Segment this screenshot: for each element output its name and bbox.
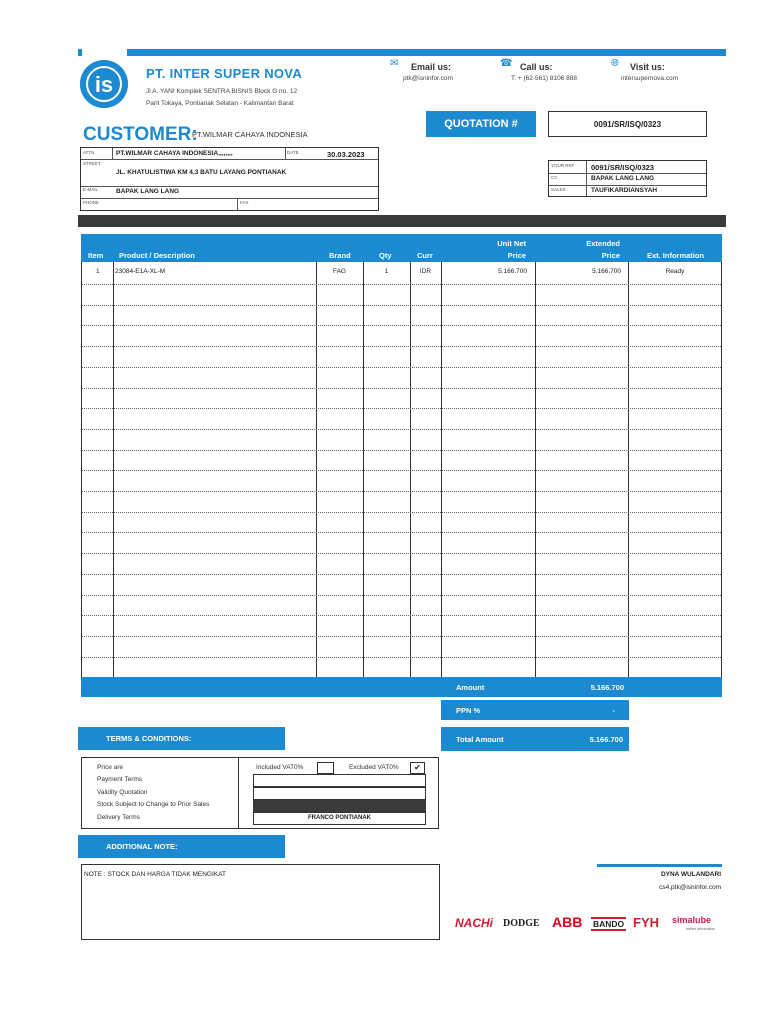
validity-label: Validity Quotation bbox=[97, 789, 148, 796]
table-row-separator bbox=[82, 615, 721, 616]
table-row-separator bbox=[82, 532, 721, 533]
brand-logo-dodge: DODGE bbox=[503, 918, 540, 929]
your-ref-label: YOUR REF bbox=[551, 163, 575, 168]
th-curr: Curr bbox=[417, 251, 433, 260]
cc-label: CC bbox=[551, 175, 558, 180]
table-row-separator bbox=[82, 346, 721, 347]
additional-note-header: ADDITIONAL NOTE: bbox=[78, 835, 285, 858]
customer-info-box bbox=[80, 147, 379, 211]
payment-terms-field[interactable] bbox=[253, 774, 426, 787]
included-vat-label: Included VAT0% bbox=[256, 764, 304, 771]
stock-label: Stock Subject to Change to Prior Sales bbox=[97, 801, 210, 808]
brand-logo-bando: BANDO bbox=[593, 919, 625, 929]
th-ext-price-1: Extended bbox=[586, 239, 620, 248]
payment-terms-label: Payment Terms bbox=[97, 776, 143, 783]
terms-header: TERMS & CONDITIONS: bbox=[78, 727, 285, 750]
th-item: Item bbox=[88, 251, 104, 260]
quotation-label: QUOTATION # bbox=[426, 111, 536, 137]
th-unit-price-2: Price bbox=[507, 251, 526, 260]
ppn-label: PPN % bbox=[456, 706, 481, 715]
company-name: PT. INTER SUPER NOVA bbox=[146, 66, 303, 81]
table-row-separator bbox=[82, 408, 721, 409]
excluded-vat-checkbox[interactable]: ✔ bbox=[410, 762, 425, 774]
customer-heading: CUSTOMER: bbox=[83, 124, 198, 145]
delivery-label: Delivery Terms bbox=[97, 814, 140, 821]
email-value[interactable]: ptk@isninfor.com bbox=[403, 75, 453, 82]
globe-icon: 🌐︎ bbox=[611, 58, 619, 69]
attn-label: ATTN bbox=[83, 150, 95, 155]
envelope-icon: ✉ bbox=[390, 58, 399, 69]
items-table-body bbox=[81, 262, 722, 677]
amount-row bbox=[81, 677, 722, 697]
validity-field[interactable] bbox=[253, 787, 426, 800]
header-accent-small bbox=[78, 49, 82, 56]
svg-text:is: is bbox=[94, 72, 114, 97]
email-field-label: E-MAIL bbox=[83, 187, 99, 192]
date-value: 30.03.2023 bbox=[327, 150, 365, 159]
customer-name-heading: PT.WILMAR CAHAYA INDONESIA bbox=[192, 130, 308, 139]
items-table-header bbox=[81, 234, 722, 262]
included-vat-checkbox[interactable] bbox=[317, 762, 334, 774]
quotation-number: 0091/SR/ISQ/0323 bbox=[548, 111, 707, 137]
cc-value: BAPAK LANG LANG bbox=[591, 175, 655, 182]
terms-box bbox=[81, 757, 439, 829]
phone-label: PHONE bbox=[83, 200, 100, 205]
company-address-line-1: Jl A. YANI Komplek SENTRA BISNIS Block G no. 12 bbox=[146, 88, 298, 95]
delivery-field[interactable]: FRANCO PONTIANAK bbox=[253, 812, 426, 825]
th-brand: Brand bbox=[329, 251, 351, 260]
row-1-unit-price: 5.166.700 bbox=[498, 268, 527, 275]
call-label: Call us: bbox=[520, 62, 553, 72]
email-field-value: BAPAK LANG LANG bbox=[116, 188, 180, 195]
date-label: DATE bbox=[287, 150, 299, 155]
street-value: JL. KHATULISTIWA KM 4,3 BATU LAYANG PONTIANAK bbox=[116, 169, 287, 176]
total-value: 5.166.700 bbox=[589, 735, 623, 744]
signature-line bbox=[597, 864, 722, 867]
brand-logo-abb: ABB bbox=[552, 914, 583, 930]
table-row-separator bbox=[82, 657, 721, 658]
company-address-line-2: Parit Tokaya, Pontianak Selatan - Kalimantan Barat bbox=[146, 100, 294, 107]
table-row-separator bbox=[82, 595, 721, 596]
call-value[interactable]: T: + (62-561) 8106 888 bbox=[511, 75, 577, 82]
row-1-ext-price: 5.166.700 bbox=[592, 268, 621, 275]
table-row-separator bbox=[82, 284, 721, 285]
table-row-separator bbox=[82, 574, 721, 575]
table-row-separator bbox=[82, 367, 721, 368]
th-ext-price-2: Price bbox=[601, 251, 620, 260]
note-text: NOTE : STOCK DAN HARGA TIDAK MENGIKAT bbox=[84, 871, 226, 878]
row-1-brand: FAG bbox=[332, 268, 346, 275]
row-1-info: Ready bbox=[665, 268, 685, 275]
table-row-separator bbox=[82, 450, 721, 451]
table-row-separator bbox=[82, 636, 721, 637]
brand-logo-fyh: FYH bbox=[633, 915, 659, 930]
ppn-value: - bbox=[612, 706, 615, 715]
section-divider-bar bbox=[78, 215, 726, 227]
price-are-label: Price are bbox=[97, 764, 124, 771]
company-logo-mark bbox=[80, 60, 128, 108]
th-product: Product / Description bbox=[119, 251, 195, 260]
table-row-separator bbox=[82, 470, 721, 471]
brand-logo-simalube: simalube bbox=[672, 915, 712, 925]
attn-value: PT.WILMAR CAHAYA INDONESIA,,,,,,,, bbox=[116, 150, 233, 157]
your-ref-value: 0091/SR/ISQ/0323 bbox=[591, 163, 654, 172]
phone-icon: ☎ bbox=[500, 58, 513, 69]
brand-logo-nachi: NACHi bbox=[455, 916, 493, 930]
visit-value[interactable]: intersupernova.com bbox=[621, 75, 679, 82]
table-row-separator bbox=[82, 325, 721, 326]
header-accent-bar bbox=[127, 49, 726, 56]
table-row-separator bbox=[82, 388, 721, 389]
email-label: Email us: bbox=[411, 62, 452, 72]
amount-value: 5.166.700 bbox=[590, 683, 624, 692]
signature-email[interactable]: cs4.ptk@isninfor.com bbox=[659, 884, 721, 891]
ppn-row bbox=[441, 700, 629, 720]
amount-label: Amount bbox=[456, 683, 485, 692]
th-qty: Qty bbox=[379, 251, 392, 260]
th-ext-info: Ext. Information bbox=[646, 251, 705, 260]
sales-value: TAUFIKARDIANSYAH bbox=[591, 187, 658, 194]
table-row-separator bbox=[82, 553, 721, 554]
signature-name: DYNA WULANDARI bbox=[660, 871, 721, 878]
excluded-vat-label: Excluded VAT0% bbox=[349, 764, 399, 771]
row-1-item: 1 bbox=[96, 268, 100, 275]
reference-box bbox=[548, 160, 707, 197]
sales-label: SALES bbox=[551, 187, 566, 192]
table-row-separator bbox=[82, 305, 721, 306]
stock-field bbox=[253, 800, 426, 812]
street-label: STREET bbox=[83, 161, 101, 166]
total-label: Total Amount bbox=[456, 735, 504, 744]
total-row bbox=[441, 727, 629, 751]
row-1-qty: 1 bbox=[384, 268, 389, 275]
row-1-product: 23084-E1A-XL-M bbox=[115, 268, 166, 275]
visit-label: Visit us: bbox=[630, 62, 665, 72]
th-unit-price-1: Unit Net bbox=[497, 239, 526, 248]
row-1-curr: IDR bbox=[419, 268, 432, 275]
company-logo bbox=[80, 60, 128, 108]
table-row-separator bbox=[82, 491, 721, 492]
fax-label: FAX bbox=[240, 200, 249, 205]
table-row-separator bbox=[82, 512, 721, 513]
brand-logo-simalube-tagline: smart lubrication bbox=[686, 926, 716, 931]
table-row-separator bbox=[82, 429, 721, 430]
